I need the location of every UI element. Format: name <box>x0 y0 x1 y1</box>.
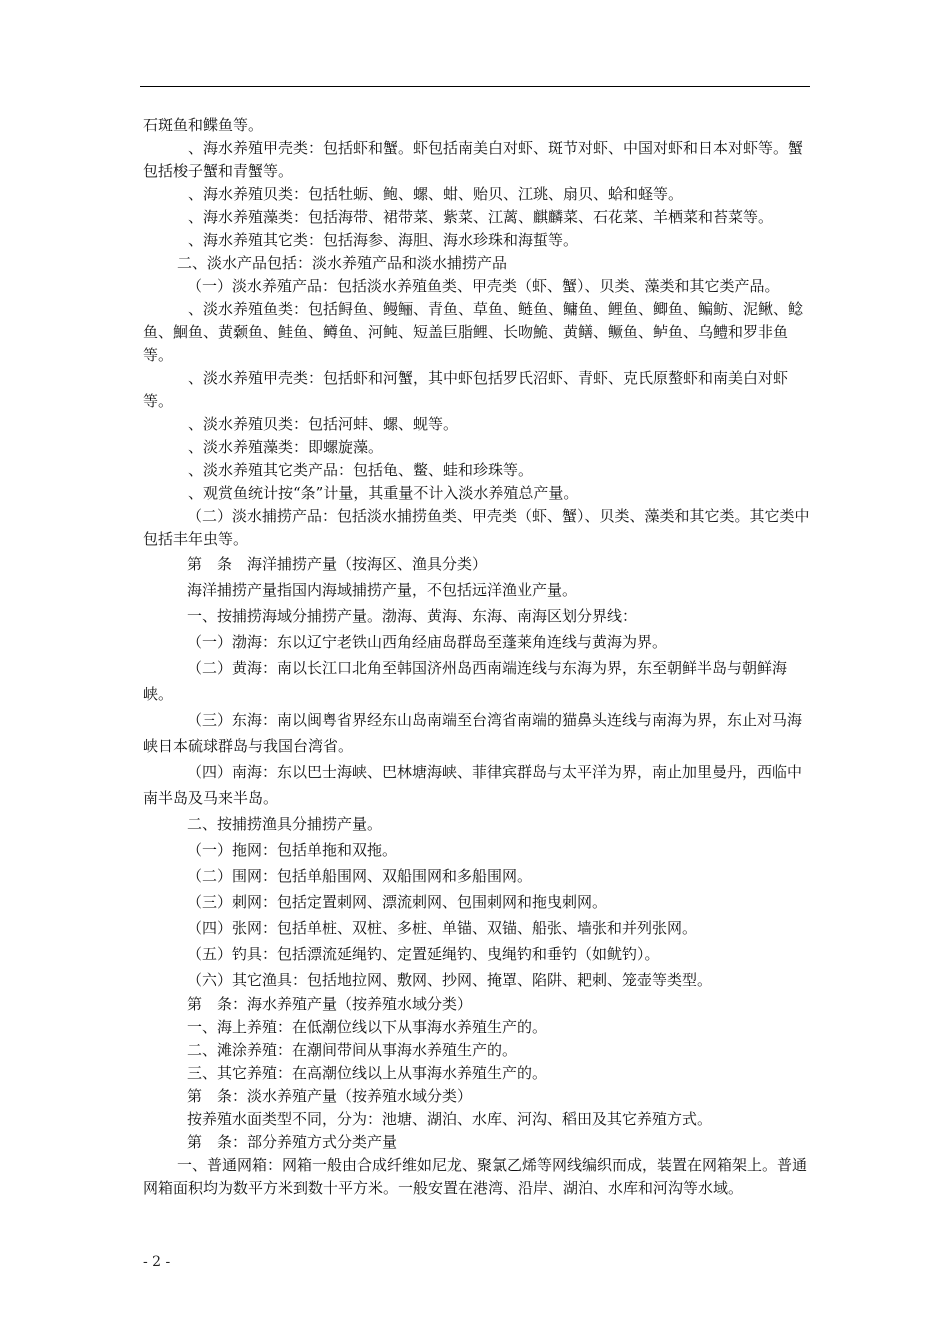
paragraph: 第 条：海水养殖产量（按养殖水域分类） <box>187 995 473 1013</box>
paragraph: 、淡水养殖甲壳类：包括虾和河蟹，其中虾包括罗氏沼虾、青虾、克氏原螯虾和南美白对虾等。 <box>143 369 789 410</box>
paragraph: （二）围网：包括单船围网、双船围网和多船围网。 <box>187 867 533 885</box>
paragraph: （一）渤海：东以辽宁老铁山西角经庙岛群岛至蓬莱角连线与黄海为界。 <box>187 633 668 651</box>
paragraph: 石斑鱼和鲽鱼等。 <box>143 116 264 134</box>
paragraph: 、海水养殖藻类：包括海带、裙带菜、紫菜、江蓠、麒麟菜、石花菜、羊栖菜和苔菜等。 <box>188 208 774 226</box>
paragraph: 按养殖水面类型不同，分为：池塘、湖泊、水库、河沟、稻田及其它养殖方式。 <box>187 1110 713 1128</box>
paragraph: （一）拖网：包括单拖和双拖。 <box>187 841 398 859</box>
header-rule <box>140 86 810 87</box>
paragraph: （六）其它渔具：包括地拉网、敷网、抄网、掩罩、陷阱、耙刺、笼壶等类型。 <box>187 971 713 989</box>
paragraph: 、海水养殖甲壳类：包括虾和蟹。虾包括南美白对虾、斑节对虾、中国对虾和日本对虾等。蟹包括梭子蟹和青蟹等。 <box>143 139 804 180</box>
paragraph: 、海水养殖其它类：包括海参、海胆、海水珍珠和海蜇等。 <box>188 231 579 249</box>
paragraph: 一、按捕捞海域分捕捞产量。渤海、黄海、东海、南海区划分界线： <box>187 607 638 625</box>
paragraph: 海洋捕捞产量指国内海域捕捞产量，不包括远洋渔业产量。 <box>187 581 578 599</box>
paragraph: （四）南海：东以巴士海峡、巴林塘海峡、菲律宾群岛与太平洋为界，南止加里曼丹，西临中南半岛及马来半岛。 <box>143 763 803 807</box>
paragraph: （一）淡水养殖产品：包括淡水养殖鱼类、甲壳类（虾、蟹）、贝类、藻类和其它类产品。 <box>187 277 780 295</box>
paragraph: （二）黄海：南以长江口北角至韩国济州岛西南端连线与东海为界，东至朝鲜半岛与朝鲜海峡。 <box>143 659 788 703</box>
paragraph: 第 条：部分养殖方式分类产量 <box>187 1133 398 1151</box>
paragraph: （三）东海：南以闽粤省界经东山岛南端至台湾省南端的猫鼻头连线与南海为界，东止对马海峡日本硫球群岛与我国台湾省。 <box>143 711 803 755</box>
paragraph: 第 条：淡水养殖产量（按养殖水域分类） <box>187 1087 473 1105</box>
paragraph: 二、淡水产品包括：淡水养殖产品和淡水捕捞产品 <box>177 254 508 272</box>
paragraph: 、淡水养殖藻类：即螺旋藻。 <box>188 438 384 456</box>
paragraph: （三）刺网：包括定置刺网、漂流刺网、包围刺网和拖曳刺网。 <box>187 893 608 911</box>
paragraph: 一、普通网箱：网箱一般由合成纤维如尼龙、聚氯乙烯等网线编织而成，装置在网箱架上。普通网箱面积均为数平方米到数十平方米。一般安置在港湾、沿岸、湖泊、水库和河沟等水域。 <box>143 1156 808 1197</box>
page-number: - 2 - <box>143 1254 171 1270</box>
paragraph: 、淡水养殖贝类：包括河蚌、螺、蚬等。 <box>188 415 459 433</box>
paragraph: 、海水养殖贝类：包括牡蛎、鲍、螺、蚶、贻贝、江珧、扇贝、蛤和蛏等。 <box>188 185 684 203</box>
paragraph: 、观赏鱼统计按“条”计量，其重量不计入淡水养殖总产量。 <box>188 484 579 502</box>
paragraph: 、淡水养殖其它类产品：包括龟、鳖、蛙和珍珠等。 <box>188 461 534 479</box>
paragraph: 第 条 海洋捕捞产量（按海区、渔具分类） <box>187 555 488 573</box>
paragraph: （二）淡水捕捞产品：包括淡水捕捞鱼类、甲壳类（虾、蟹）、贝类、藻类和其它类。其它类中包括丰年虫等。 <box>143 507 810 548</box>
paragraph: （五）钓具：包括漂流延绳钓、定置延绳钓、曳绳钓和垂钓（如鱿钓）。 <box>187 945 660 963</box>
paragraph: 、淡水养殖鱼类：包括鲟鱼、鳗鲡、青鱼、草鱼、鲢鱼、鳙鱼、鲤鱼、鲫鱼、鳊鲂、泥鳅、鲶鱼、鮰鱼、黄颡鱼、鲑鱼、鳟鱼、河鲀、短盖巨脂鲤、长吻鮠、黄鳝、鳜鱼、鲈鱼、乌鳢和罗非鱼等。 <box>143 300 804 364</box>
paragraph: （四）张网：包括单桩、双桩、多桩、单锚、双锚、船张、墙张和并列张网。 <box>187 919 698 937</box>
paragraph: 一、海上养殖：在低潮位线以下从事海水养殖生产的。 <box>187 1018 548 1036</box>
paragraph: 二、滩涂养殖：在潮间带间从事海水养殖生产的。 <box>187 1041 518 1059</box>
paragraph: 二、按捕捞渔具分捕捞产量。 <box>187 815 383 833</box>
document-body <box>143 114 810 1200</box>
paragraph: 三、其它养殖：在高潮位线以上从事海水养殖生产的。 <box>187 1064 548 1082</box>
